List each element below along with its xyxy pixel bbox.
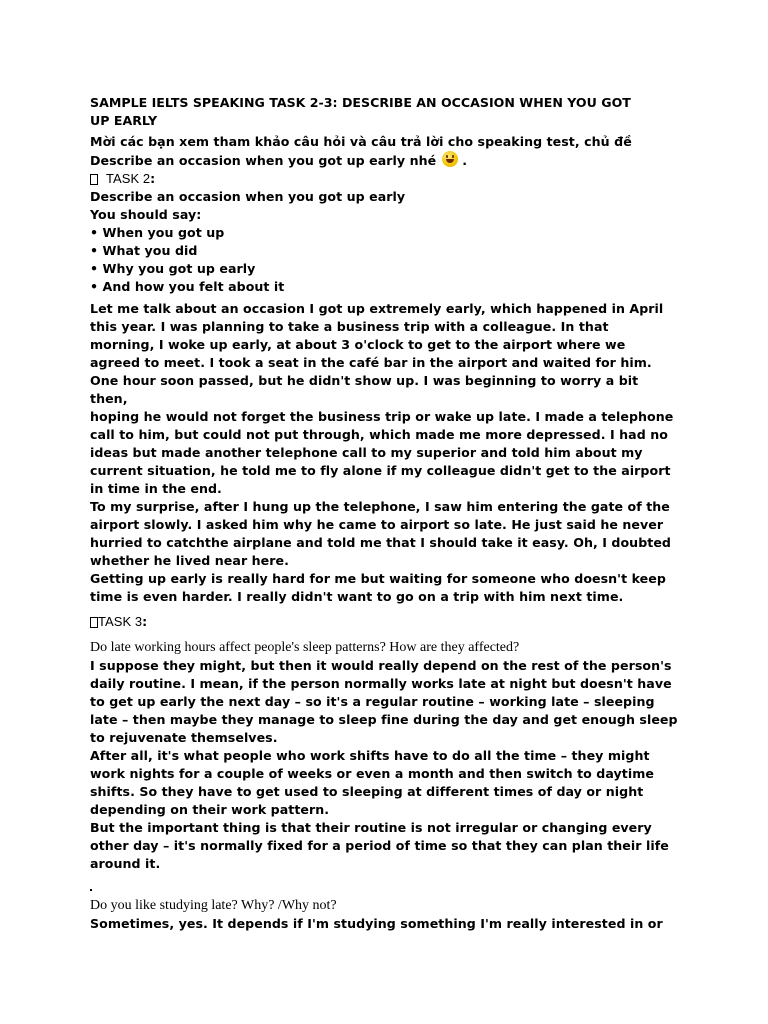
title-line-2: UP EARLY: [90, 113, 158, 128]
answer-line: After all, it's what people who work shifts have to do all the time – they might: [90, 748, 650, 763]
task3-question-2: Do you like studying late? Why? /Why not?: [90, 898, 337, 913]
task2-bullet: • What you did: [90, 243, 198, 258]
answer-line: this year. I was planning to take a business trip with a colleague. In that: [90, 319, 609, 334]
intro-text: [90, 133, 680, 170]
task3-answer-2: Sometimes, yes. It depends if I'm studying something I'm really interested in or: [90, 916, 663, 931]
answer-line: around it.: [90, 856, 161, 871]
missing-glyph-icon: [90, 174, 98, 185]
answer-line: I suppose they might, but then it would really depend on the rest of the person's: [90, 658, 672, 673]
answer-line: ideas but made another telephone call to my superior and told him about my: [90, 445, 643, 460]
answer-line: to rejuvenate themselves.: [90, 730, 278, 745]
answer-line: depending on their work pattern.: [90, 802, 330, 817]
missing-glyph-icon: [90, 617, 98, 628]
task2-topic: Describe an occasion when you got up early: [90, 189, 406, 204]
answer-line: agreed to meet. I took a seat in the café bar in the airport and waited for him.: [90, 355, 652, 370]
answer-line: whether he lived near here.: [90, 553, 289, 568]
answer-line: shifts. So they have to get used to sleeping at different times of day or night: [90, 784, 644, 799]
task3-heading: [90, 610, 680, 634]
task2-should-say: You should say:: [90, 207, 202, 222]
answer-line: call to him, but could not put through, which made me more depressed. I had no: [90, 427, 668, 442]
answer-line: morning, I woke up early, at about 3 o'clock to get to the airport where we: [90, 337, 626, 352]
answer-line: One hour soon passed, but he didn't show up. I was beginning to worry a bit then,: [90, 373, 639, 406]
task2-heading: [90, 170, 680, 188]
intro-line-2: [90, 151, 680, 170]
answer-line: work nights for a couple of weeks or even a month and then switch to daytime: [90, 766, 654, 781]
answer-line: But the important thing is that their routine is not irregular or changing every: [90, 820, 652, 835]
task2-bullet: • Why you got up early: [90, 261, 256, 276]
task3-question-1: Do late working hours affect people's sleep patterns? How are they affected?: [90, 640, 520, 655]
answer-line: current situation, he told me to fly alone if my colleague didn't get to the airport: [90, 463, 671, 478]
document-page: [90, 94, 680, 933]
answer-line: daily routine. I mean, if the person normally works late at night but doesn't have: [90, 676, 672, 691]
task2-bullet: • When you got up: [90, 225, 225, 240]
answer-line: time is even harder. I really didn't want to go on a trip with him next time.: [90, 589, 624, 604]
intro-line-1: Mời các bạn xem tham khảo câu hỏi và câu trả lời cho speaking test, chủ đề: [90, 134, 632, 149]
answer-line: other day – it's normally fixed for a period of time so that they can plan their life: [90, 838, 669, 853]
answer-line: Getting up early is really hard for me but waiting for someone who doesn't keep: [90, 571, 666, 586]
answer-line: hoping he would not forget the business trip or wake up late. I made a telephone: [90, 409, 674, 424]
answer-line: in time in the end.: [90, 481, 222, 496]
task3-label: TASK 3: [98, 614, 143, 629]
task2-cue-card: [90, 188, 680, 296]
answer-line: airport slowly. I asked him why he came to airport so late. He just said he never: [90, 517, 664, 532]
answer-line: to get up early the next day – so it's a regular routine – working late – sleeping: [90, 694, 655, 709]
title-line-1: SAMPLE IELTS SPEAKING TASK 2-3: DESCRIBE AN OCCASION WHEN YOU GOT: [90, 95, 631, 110]
answer-line: Let me talk about an occasion I got up extremely early, which happened in April: [90, 301, 664, 316]
task2-colon: :: [150, 171, 156, 186]
intro-line-2-end: .: [462, 153, 468, 168]
task2-answer: [90, 300, 680, 606]
task3-colon: :: [142, 614, 148, 629]
task3-answer-1: [90, 657, 680, 873]
separator-dot: [90, 885, 680, 897]
document-title: [90, 94, 680, 130]
answer-line: To my surprise, after I hung up the telephone, I saw him entering the gate of the: [90, 499, 670, 514]
task2-label: TASK 2: [106, 171, 151, 186]
task2-bullet: • And how you felt about it: [90, 279, 285, 294]
intro-line-2-text: Describe an occasion when you got up early nhé: [90, 153, 437, 168]
answer-line: late – then maybe they manage to sleep fine during the day and get enough sleep: [90, 712, 678, 727]
answer-line: hurried to catchthe airplane and told me that I should take it easy. Oh, I doubted: [90, 535, 671, 550]
smiling-face-icon: [442, 151, 458, 167]
